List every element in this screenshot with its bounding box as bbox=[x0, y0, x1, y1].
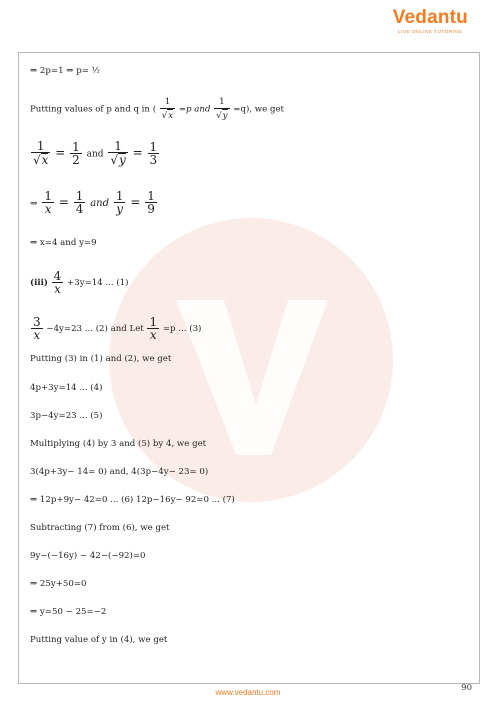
equation-line-3: $\frac{1}{√x}$ = $\frac{1}{2}$ and $\frac{1}{√y}$ = $\frac{1}{3}$ bbox=[33, 139, 158, 167]
logo-wordmark: Vedantu bbox=[392, 7, 468, 28]
text-line-14: Subtracting (7) from (6), we get bbox=[30, 523, 170, 533]
text-line-17: ⇒ y=50 − 25=−2 bbox=[30, 607, 107, 617]
footer-website-link[interactable]: www.vedantu.com bbox=[215, 688, 281, 697]
text-line-9: 4p+3y=14 ... (4) bbox=[30, 383, 103, 393]
logo-tagline: LIVE ONLINE TUTORING bbox=[398, 29, 463, 34]
page-number: 90 bbox=[461, 683, 472, 693]
text-line-5: ⇒ x=4 and y=9 bbox=[30, 238, 97, 248]
text-line-2: Putting values of p and q in ( $\frac{1}{√x}$ =p and $\frac{1}{√y}$ =q), we get bbox=[30, 97, 284, 121]
equation-line-4: ⇒ $\frac{1}{x}$ = $\frac{1}{4}$ and $\frac{1}{y}$ = $\frac{1}{9}$ bbox=[30, 189, 155, 216]
text-line-18: Putting value of y in (4), we get bbox=[30, 635, 168, 645]
fraction-1-over-root-x: $\frac{1}{√x}$ bbox=[161, 97, 174, 121]
text-line-8: Putting (3) in (1) and (2), we get bbox=[30, 354, 172, 364]
text-line-16: ⇒ 25y+50=0 bbox=[30, 579, 87, 589]
text-line-15: 9y−(−16y) − 42−(−92)=0 bbox=[30, 551, 146, 561]
fraction-1-over-root-y: $\frac{1}{√y}$ bbox=[216, 97, 228, 121]
text-line-13: ⇒ 12p+9y− 42=0 ... (6) 12p−16y− 92=0 ... (7) bbox=[30, 495, 235, 505]
text-line-6: (iii) $\frac{4}{x}$ +3y=14 ... (1) bbox=[30, 269, 129, 296]
text-line-7: $\frac{3}{x}$ −4y=23 ... (2) and Let $\frac{1}{x}$ =p ... (3) bbox=[33, 315, 202, 342]
text-line-1: ⇒ 2p=1 ⇒ p= ½ bbox=[30, 66, 100, 76]
text-line-12: 3(4p+3y− 14= 0) and, 4(3p−4y− 23= 0) bbox=[30, 467, 209, 477]
text-line-11: Multiplying (4) by 3 and (5) by 4, we get bbox=[30, 439, 207, 449]
vedantu-logo bbox=[393, 8, 468, 34]
text-line-10: 3p−4y=23 ... (5) bbox=[30, 411, 103, 421]
